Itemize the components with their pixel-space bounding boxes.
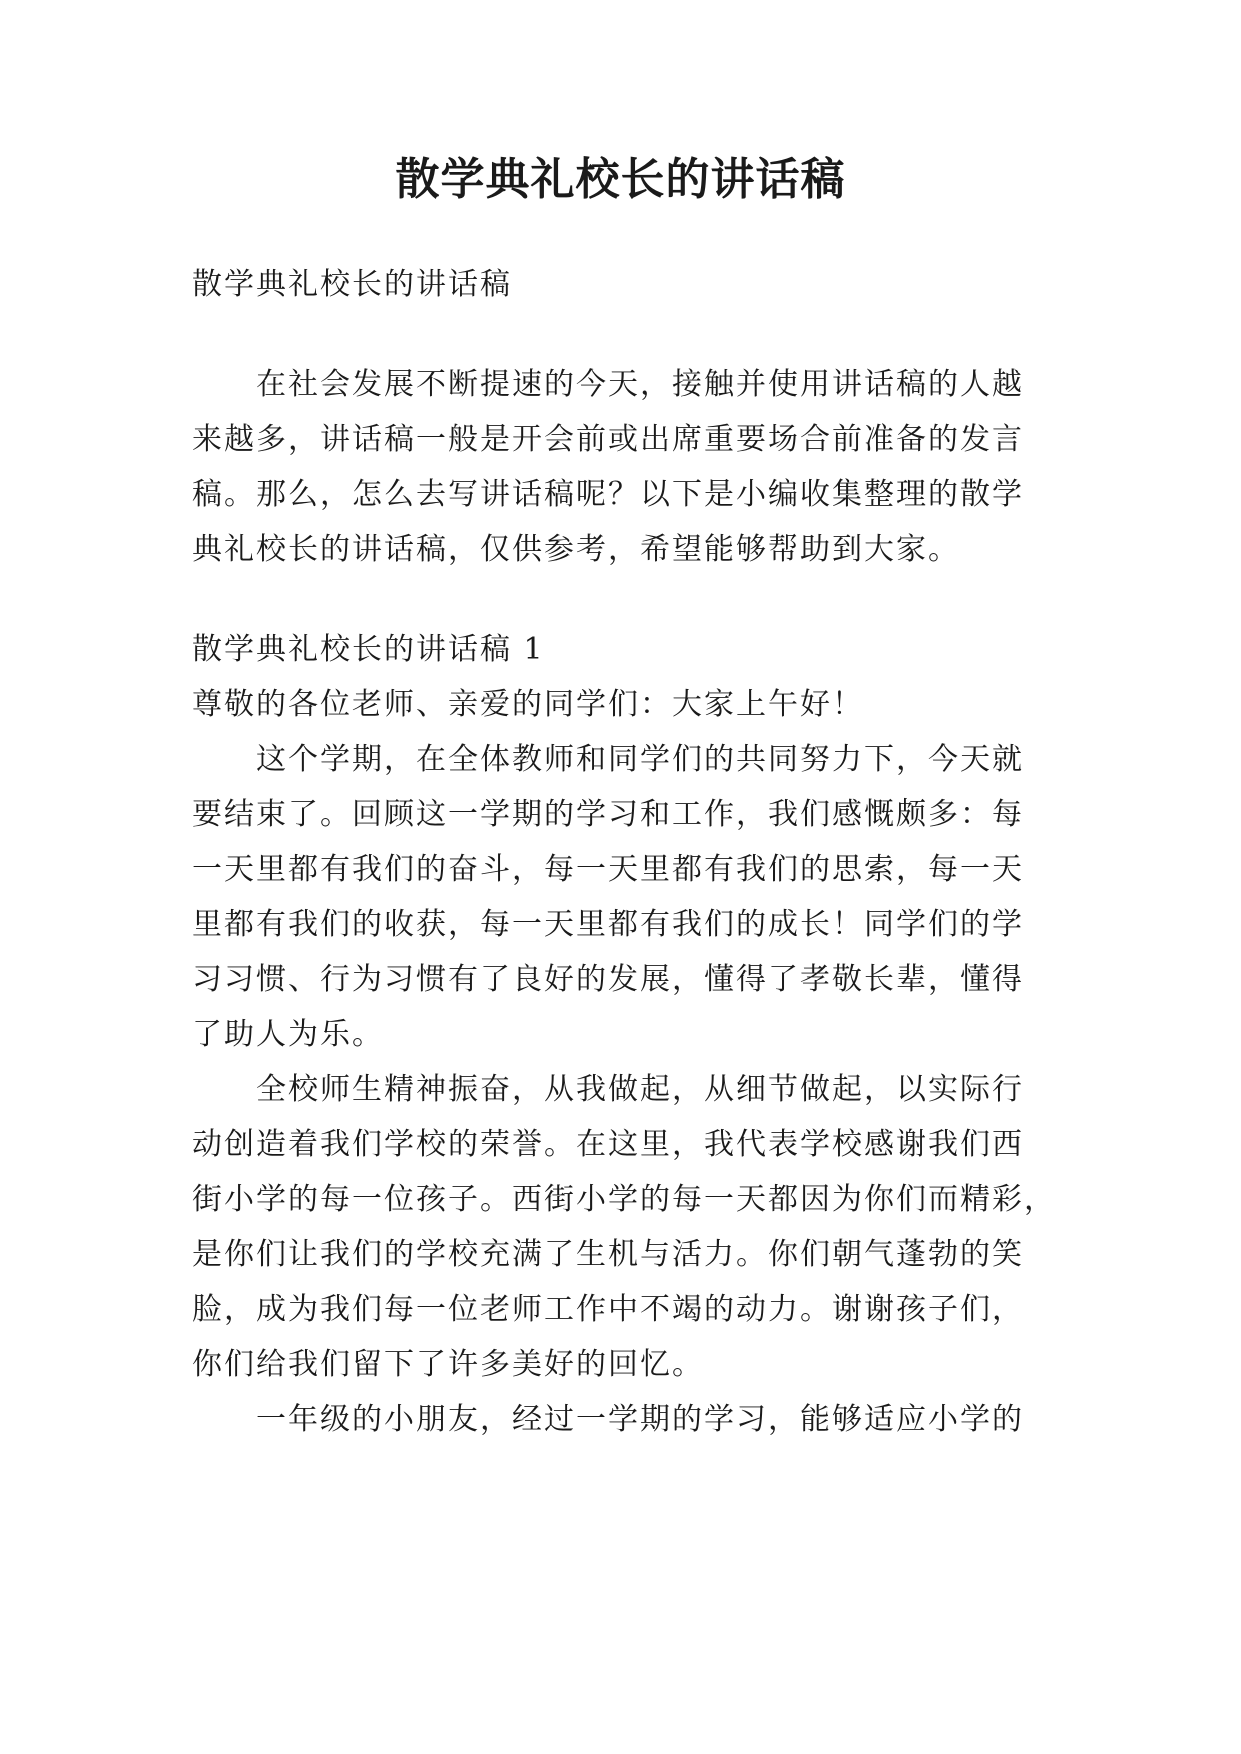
section-heading: 散学典礼校长的讲话稿 1 xyxy=(192,632,545,667)
intro-line-2: 来越多，讲话稿一般是开会前或出席重要场合前准备的发言 xyxy=(192,422,1024,457)
document-title: 散学典礼校长的讲话稿 xyxy=(395,154,846,205)
paragraph3-line-1: 一年级的小朋友，经过一学期的学习，能够适应小学的 xyxy=(256,1402,1024,1437)
paragraph2-line-1: 全校师生精神振奋，从我做起，从细节做起，以实际行 xyxy=(256,1072,1024,1107)
paragraph2-line-3: 街小学的每一位孩子。西街小学的每一天都因为你们而精彩， xyxy=(192,1182,1056,1217)
intro-line-4: 典礼校长的讲话稿，仅供参考，希望能够帮助到大家。 xyxy=(192,532,960,567)
intro-line-1: 在社会发展不断提速的今天，接触并使用讲话稿的人越 xyxy=(256,367,1024,402)
paragraph2-line-4: 是你们让我们的学校充满了生机与活力。你们朝气蓬勃的笑 xyxy=(192,1237,1024,1272)
paragraph2-line-5: 脸，成为我们每一位老师工作中不竭的动力。谢谢孩子们， xyxy=(192,1292,1024,1327)
paragraph1-line-5: 习习惯、行为习惯有了良好的发展，懂得了孝敬长辈，懂得 xyxy=(192,962,1024,997)
paragraph2-line-2: 动创造着我们学校的荣誉。在这里，我代表学校感谢我们西 xyxy=(192,1127,1024,1162)
paragraph1-line-1: 这个学期，在全体教师和同学们的共同努力下，今天就 xyxy=(256,742,1024,777)
paragraph1-line-6: 了助人为乐。 xyxy=(192,1017,384,1052)
paragraph1-line-4: 里都有我们的收获，每一天里都有我们的成长！同学们的学 xyxy=(192,907,1024,942)
paragraph2-line-6: 你们给我们留下了许多美好的回忆。 xyxy=(192,1347,704,1382)
paragraph1-line-3: 一天里都有我们的奋斗，每一天里都有我们的思索，每一天 xyxy=(192,852,1024,887)
greeting: 尊敬的各位老师、亲爱的同学们：大家上午好！ xyxy=(192,687,864,722)
paragraph1-line-2: 要结束了。回顾这一学期的学习和工作，我们感慨颇多：每 xyxy=(192,797,1024,832)
intro-line-3: 稿。那么，怎么去写讲话稿呢？以下是小编收集整理的散学 xyxy=(192,477,1024,512)
document-subtitle: 散学典礼校长的讲话稿 xyxy=(192,267,512,302)
